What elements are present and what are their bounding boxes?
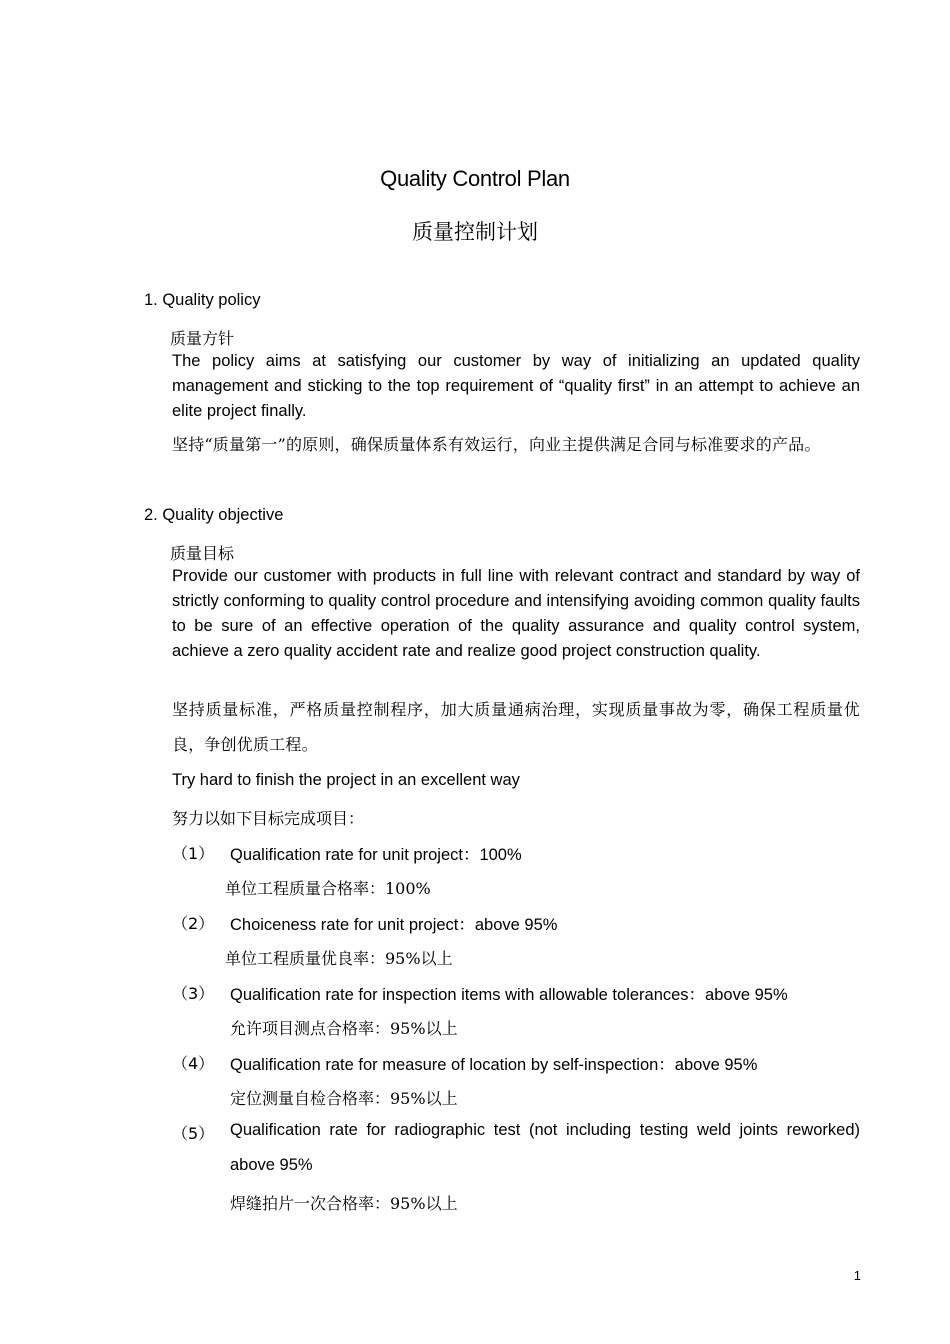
list-item-number: （1） (172, 844, 215, 863)
list-item-number: （2） (172, 914, 215, 933)
list-item-number: （5） (172, 1124, 215, 1143)
list-item-zh: 焊缝拍片一次合格率：95%以上 (230, 1194, 458, 1213)
page-number: 1 (853, 1268, 861, 1283)
section-1-heading: 1. Quality policy (144, 291, 261, 309)
list-item-zh: 定位测量自检合格率：95%以上 (230, 1089, 458, 1108)
list-item-zh: 允许项目测点合格率：95%以上 (230, 1019, 458, 1038)
list-item-number: （3） (172, 984, 215, 1003)
section-1-body-en: The policy aims at satisfying our customer by way of initializing an updated quality management and sticking to the top requirement of “quality first” in an attempt to achieve an elite project finally. (172, 352, 860, 420)
list-item-en: Qualification rate for unit project：100% (230, 846, 522, 864)
list-item-en: Qualification rate for inspection items with allowable tolerances：above 95% (230, 986, 788, 1004)
section-2-try-zh: 努力以如下目标完成项目： (172, 809, 365, 828)
list-item-zh: 单位工程质量合格率：100% (225, 879, 431, 898)
section-2-try-en: Try hard to finish the project in an excellent way (172, 771, 520, 789)
section-2-heading-zh: 质量目标 (170, 544, 235, 563)
list-item-en: Qualification rate for measure of location by self-inspection：above 95% (230, 1056, 758, 1074)
list-item-en: Choiceness rate for unit project：above 95% (230, 916, 558, 934)
document-title-zh: 质量控制计划 (412, 220, 538, 244)
list-item-number: （4） (172, 1054, 215, 1073)
section-1-heading-zh: 质量方针 (170, 329, 235, 348)
document-title: Quality Control Plan (380, 166, 570, 191)
section-2-body-en: Provide our customer with products in full line with relevant contract and standard by way of strictly conforming to quality control procedure and intensifying avoiding common quality faults to be sure of an effective operation of the quality assurance and quality control system, achieve a zero quality accident rate and realize good project construction quality. (172, 567, 860, 660)
section-1-body-zh: 坚持“质量第一”的原则，确保质量体系有效运行，向业主提供满足合同与标准要求的产品。 (172, 435, 821, 454)
list-item-zh: 单位工程质量优良率：95%以上 (225, 949, 453, 968)
list-item-en: Qualification rate for radiographic test (not including testing weld joints reworked) above 95% (230, 1121, 860, 1174)
section-2-heading: 2. Quality objective (144, 506, 284, 524)
section-2-body-zh: 坚持质量标准，严格质量控制程序，加大质量通病治理，实现质量事故为零，确保工程质量优良，争创优质工程。 (172, 700, 860, 754)
